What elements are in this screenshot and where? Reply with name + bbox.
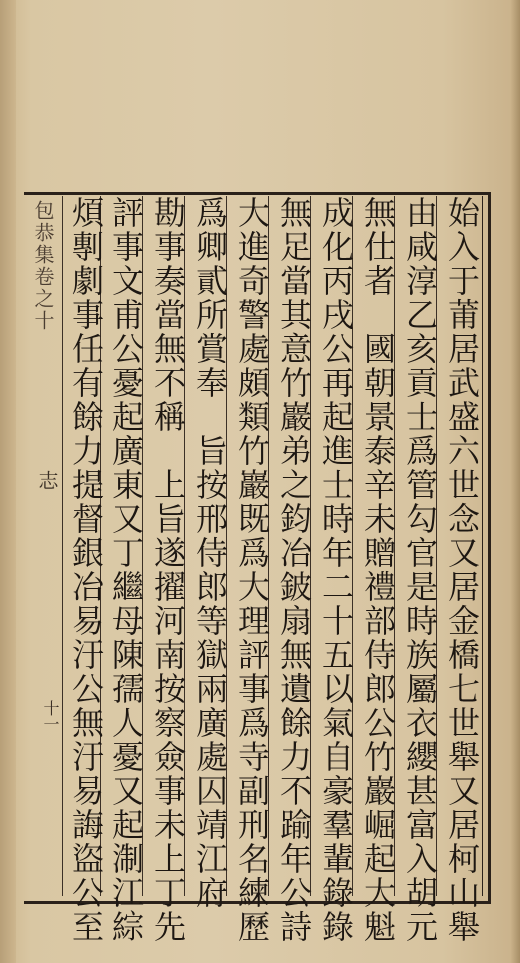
frame-inner-rule (482, 196, 483, 896)
text-column-10: 煩剸劇事任有餘力提督銀冶易汙公無汙易誨盜公至 (67, 196, 105, 944)
text-column-7: 爲卿貳所賞奉 旨按邢侍郎等獄兩廣處囚靖江府 (191, 196, 229, 910)
text-column-8: 勘事奏當無不稱 上旨遂擢河南按察僉事未上丁先 (149, 196, 187, 944)
page-edge (510, 0, 520, 963)
text-column-6: 大進奇警處頗類竹巖既爲大理評事爲寺副刑名練歷 (233, 196, 271, 944)
column-rule (62, 196, 63, 896)
text-column-5: 無足當其意竹巖弟之鈞冶鈹扇無遺餘力不踰年公詩 (275, 196, 313, 944)
block-heart-section: 志 (35, 470, 59, 490)
block-heart-page-number: 十一 (41, 700, 60, 732)
text-column-2: 由咸淳乙亥貢士爲管勾官是時族屬衣纓甚富入胡元 (401, 196, 439, 944)
text-column-1: 始入于莆居武盛六世念又居金橋七世舉又居柯山舉 (443, 196, 481, 944)
text-column-9: 評事文甫公憂起廣東又丁繼母陳孺人憂又起淛江綜 (107, 196, 145, 944)
text-column-4: 成化丙戌公再起進士時年二十五以氣自豪羣輩錄錄 (317, 196, 355, 944)
binding-fold (0, 0, 16, 963)
block-heart-title: 包恭集卷之十 (31, 200, 55, 332)
text-column-3: 無仕者 國朝景泰辛未贈禮部侍郎公竹巖崛起大魁 (359, 196, 397, 944)
